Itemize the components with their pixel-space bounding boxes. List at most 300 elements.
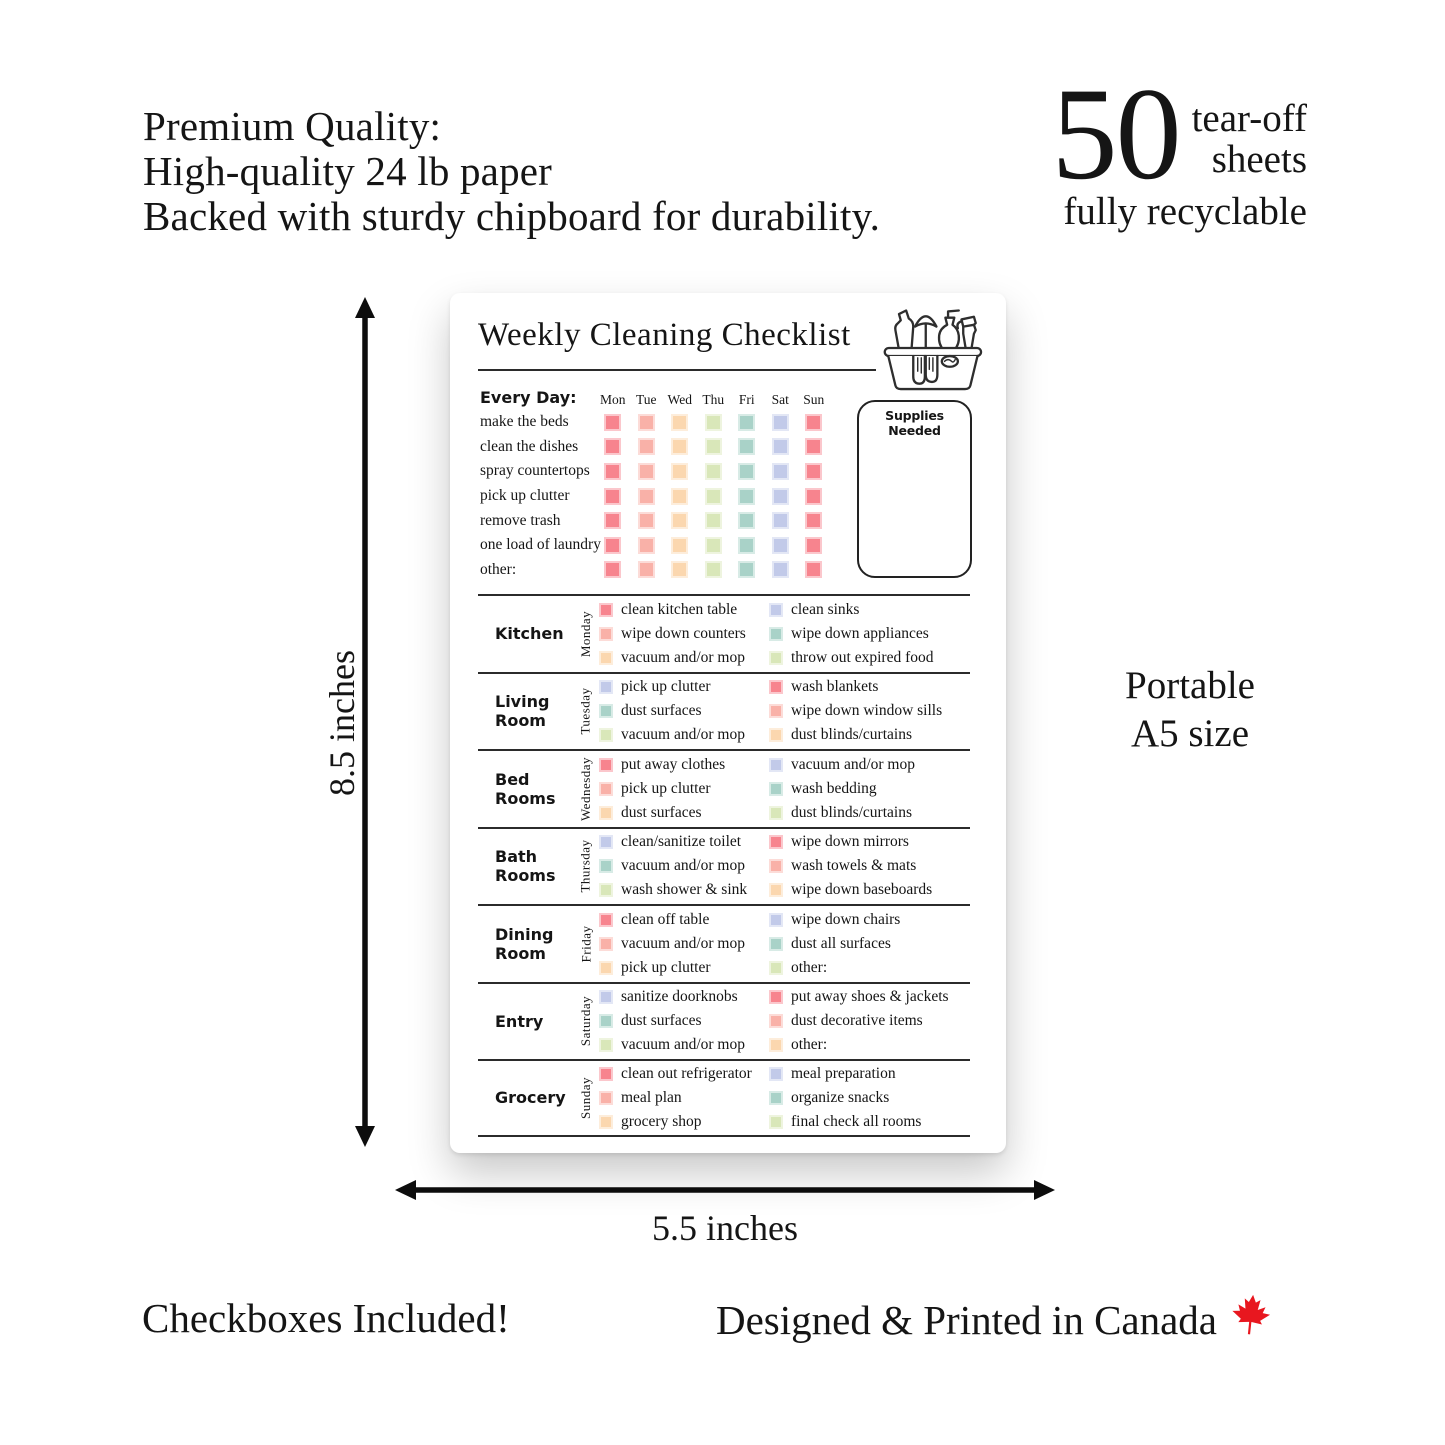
task-label: grocery shop	[621, 1112, 702, 1130]
day-checkbox	[671, 463, 688, 480]
day-of-week	[573, 687, 599, 735]
everyday-task-label: pick up clutter	[480, 487, 570, 505]
task-checkbox	[599, 680, 613, 694]
spray-bottle-body	[963, 325, 975, 350]
task-item	[769, 781, 970, 797]
task-checkbox	[769, 806, 783, 820]
room-label-line: Room	[495, 943, 546, 963]
task-checkbox	[769, 859, 783, 873]
task-checkbox	[769, 937, 783, 951]
task-checkbox	[599, 1091, 613, 1105]
day-of-week-label: Monday	[578, 610, 593, 657]
room-label	[478, 770, 573, 808]
everyday-checkbox-row	[596, 414, 831, 431]
room-label-line: Dining	[495, 924, 554, 944]
task-label: vacuum and/or mop	[621, 1036, 745, 1054]
task-label: wash shower & sink	[621, 881, 748, 899]
day-checkbox	[772, 512, 789, 529]
day-checkbox	[805, 537, 822, 554]
spray-bottle-trigger	[957, 321, 961, 328]
day-header: Mon	[599, 392, 626, 407]
everyday-task-label: spray countertops	[480, 462, 590, 480]
task-item	[769, 858, 970, 874]
day-checkbox	[772, 463, 789, 480]
day-checkbox	[671, 561, 688, 578]
day-of-week	[573, 610, 599, 657]
task-item	[769, 602, 970, 618]
day-checkbox	[805, 438, 822, 455]
task-label: organize snacks	[791, 1088, 890, 1106]
task-label: final check all rooms	[791, 1112, 922, 1130]
task-item	[599, 989, 769, 1005]
soap-bottle-body	[939, 318, 959, 350]
task-label: vacuum and/or mop	[621, 726, 745, 744]
room-section	[478, 982, 970, 1060]
task-label: wipe down mirrors	[791, 833, 909, 851]
task-label: sanitize doorknobs	[621, 988, 738, 1006]
glove-left	[913, 356, 925, 384]
day-of-week-label: Saturday	[578, 996, 593, 1047]
day-checkbox	[671, 537, 688, 554]
task-checkbox	[769, 704, 783, 718]
task-label: wash towels & mats	[791, 857, 917, 875]
day-checkbox	[604, 537, 621, 554]
day-checkbox	[705, 537, 722, 554]
task-label: wipe down counters	[621, 624, 746, 642]
checkbox-cell	[764, 561, 798, 578]
checkbox-cell	[797, 561, 831, 578]
task-item	[769, 882, 970, 898]
day-checkbox	[638, 561, 655, 578]
task-label: clean out refrigerator	[621, 1064, 752, 1082]
checkbox-cell	[764, 512, 798, 529]
task-label: wipe down chairs	[791, 910, 901, 928]
checkbox-cell	[730, 438, 764, 455]
checkbox-cell	[663, 414, 697, 431]
day-checkbox	[671, 512, 688, 529]
task-item	[599, 882, 769, 898]
day-of-week-label: Tuesday	[578, 687, 593, 735]
checkbox-cell	[730, 537, 764, 554]
task-item	[599, 703, 769, 719]
task-checkbox	[599, 913, 613, 927]
checkbox-cell	[630, 512, 664, 529]
room-section	[478, 672, 970, 750]
maple-leaf-icon	[1229, 1292, 1273, 1348]
task-checkbox	[599, 937, 613, 951]
task-checkbox	[769, 1091, 783, 1105]
task-column	[599, 989, 769, 1053]
day-checkbox	[705, 463, 722, 480]
day-checkbox	[671, 438, 688, 455]
task-checkbox	[599, 1067, 613, 1081]
task-label: throw out expired food	[791, 648, 934, 666]
task-column	[599, 757, 769, 821]
checkbox-cell	[663, 463, 697, 480]
task-item	[599, 834, 769, 850]
checkbox-cell	[764, 438, 798, 455]
task-column	[769, 912, 970, 976]
everyday-label: Every Day:	[480, 388, 577, 407]
task-checkbox	[769, 651, 783, 665]
portable-size-text	[1040, 662, 1340, 758]
room-section	[478, 904, 970, 982]
task-item	[599, 602, 769, 618]
task-checkbox	[599, 1014, 613, 1028]
day-header: Tue	[635, 392, 657, 407]
task-checkbox	[599, 1038, 613, 1052]
checkbox-cell	[630, 438, 664, 455]
day-checkbox	[671, 414, 688, 431]
checkbox-cell	[697, 463, 731, 480]
task-checkbox	[599, 603, 613, 617]
task-checkbox	[769, 627, 783, 641]
width-dimension-label: 5.5 inches	[652, 1208, 798, 1248]
task-checkbox	[769, 990, 783, 1004]
task-item	[599, 912, 769, 928]
checkbox-cell	[730, 414, 764, 431]
task-checkbox	[599, 704, 613, 718]
task-checkbox	[769, 1067, 783, 1081]
checkbox-cell	[797, 512, 831, 529]
checkbox-cell	[764, 537, 798, 554]
task-checkbox	[769, 1038, 783, 1052]
task-item	[599, 1066, 769, 1082]
task-column	[769, 757, 970, 821]
day-of-week	[573, 996, 599, 1047]
task-label: dust surfaces	[621, 702, 702, 720]
task-label: wash blankets	[791, 678, 879, 696]
task-item	[769, 727, 970, 743]
day-checkbox	[604, 488, 621, 505]
task-label: put away shoes & jackets	[791, 988, 949, 1006]
everyday-checkbox-row	[596, 463, 831, 480]
task-column	[599, 679, 769, 743]
task-checkbox	[599, 1115, 613, 1129]
everyday-row	[480, 484, 848, 509]
everyday-row	[480, 558, 848, 583]
checkbox-cell	[797, 463, 831, 480]
day-checkbox	[705, 512, 722, 529]
recyclable-label: fully recyclable	[1063, 190, 1307, 233]
day-checkbox	[805, 512, 822, 529]
task-item	[769, 989, 970, 1005]
task-checkbox	[599, 806, 613, 820]
day-checkbox	[671, 488, 688, 505]
portable-line-2: A5 size	[1130, 712, 1250, 755]
task-column	[769, 989, 970, 1053]
sheet-count: 50	[1051, 60, 1180, 207]
day-checkbox	[772, 438, 789, 455]
checkbox-cell	[697, 414, 731, 431]
room-section	[478, 594, 970, 672]
day-checkbox	[738, 438, 755, 455]
premium-quality-text	[143, 104, 880, 239]
room-label-line: Grocery	[495, 1088, 566, 1108]
cleaning-caddy-icon	[874, 303, 990, 398]
checkbox-cell	[697, 488, 731, 505]
room-label-line: Rooms	[495, 788, 556, 808]
task-checkbox	[769, 782, 783, 796]
task-label: clean off table	[621, 910, 710, 928]
checkbox-cell	[797, 537, 831, 554]
room-label	[478, 925, 573, 963]
day-header: Sun	[803, 392, 825, 407]
supplies-needed-label: Supplies Needed	[885, 408, 944, 438]
made-in-canada-note	[716, 1292, 1273, 1348]
task-checkbox	[599, 782, 613, 796]
task-checkbox	[599, 651, 613, 665]
day-checkbox	[638, 414, 655, 431]
day-header: Wed	[667, 392, 692, 407]
everyday-day-headers	[596, 392, 831, 408]
day-checkbox	[738, 488, 755, 505]
day-checkbox	[638, 488, 655, 505]
task-column	[769, 602, 970, 666]
task-label: clean/sanitize toilet	[621, 833, 742, 851]
task-column	[599, 602, 769, 666]
checkbox-cell	[663, 561, 697, 578]
checkbox-cell	[596, 488, 630, 505]
task-checkbox	[599, 835, 613, 849]
task-label: clean kitchen table	[621, 600, 738, 618]
everyday-task-label: one load of laundry	[480, 536, 601, 554]
task-column	[769, 834, 970, 898]
task-item	[599, 727, 769, 743]
day-checkbox	[805, 488, 822, 505]
sheet-count-block	[1007, 60, 1307, 234]
task-checkbox	[599, 883, 613, 897]
glove-right	[926, 356, 938, 382]
task-column	[769, 1066, 970, 1130]
task-item	[769, 757, 970, 773]
day-header: Sat	[771, 392, 789, 407]
everyday-checkbox-row	[596, 561, 831, 578]
day-checkbox	[738, 463, 755, 480]
premium-line-1: Premium Quality:	[143, 103, 442, 149]
task-item	[599, 650, 769, 666]
checkbox-cell	[697, 561, 731, 578]
task-label: put away clothes	[621, 755, 726, 773]
checkbox-cell	[630, 561, 664, 578]
checkbox-cell	[630, 414, 664, 431]
checkbox-cell	[697, 537, 731, 554]
day-checkbox	[604, 463, 621, 480]
width-dimension-arrow	[394, 1175, 1056, 1210]
task-checkbox	[599, 627, 613, 641]
checkbox-cell	[663, 537, 697, 554]
task-checkbox	[769, 758, 783, 772]
task-item	[769, 1066, 970, 1082]
room-section	[478, 1059, 970, 1137]
task-label: vacuum and/or mop	[791, 755, 915, 773]
task-label: dust surfaces	[621, 803, 702, 821]
task-label: meal preparation	[791, 1064, 896, 1082]
day-checkbox	[638, 512, 655, 529]
checkbox-cell	[630, 537, 664, 554]
room-label	[478, 1088, 573, 1107]
task-label: wipe down window sills	[791, 702, 943, 720]
room-section	[478, 827, 970, 905]
everyday-task-label: make the beds	[480, 413, 569, 431]
everyday-task-label: clean the dishes	[480, 437, 579, 455]
day-header: Fri	[738, 392, 755, 407]
everyday-task-label: other:	[480, 560, 517, 578]
checkbox-cell	[730, 488, 764, 505]
supplies-needed-box	[857, 400, 972, 578]
room-label	[478, 847, 573, 885]
day-checkbox	[772, 561, 789, 578]
checkbox-cell	[797, 438, 831, 455]
task-checkbox	[769, 603, 783, 617]
day-header: Thu	[702, 392, 725, 407]
day-checkbox	[805, 463, 822, 480]
checkbox-cell	[663, 438, 697, 455]
task-item	[599, 626, 769, 642]
task-column	[769, 679, 970, 743]
day-of-week-label: Friday	[578, 925, 594, 963]
day-checkbox	[772, 537, 789, 554]
room-label	[478, 692, 573, 730]
day-checkbox	[805, 414, 822, 431]
day-of-week	[573, 839, 599, 893]
task-checkbox	[769, 913, 783, 927]
checkbox-cell	[697, 512, 731, 529]
day-checkbox	[738, 561, 755, 578]
checkbox-cell	[764, 414, 798, 431]
day-of-week-label: Wednesday	[578, 756, 594, 821]
task-label: meal plan	[621, 1088, 682, 1106]
checkbox-cell	[630, 488, 664, 505]
checkbox-cell	[730, 463, 764, 480]
day-checkbox	[705, 438, 722, 455]
checkbox-cell	[730, 512, 764, 529]
task-checkbox	[599, 961, 613, 975]
everyday-row	[480, 410, 848, 435]
task-checkbox	[769, 728, 783, 742]
task-item	[769, 703, 970, 719]
day-checkbox	[705, 414, 722, 431]
title-underline	[478, 369, 876, 371]
task-checkbox	[769, 961, 783, 975]
room-label-line: Bath	[495, 847, 538, 867]
day-checkbox	[604, 561, 621, 578]
task-item	[769, 626, 970, 642]
task-item	[599, 781, 769, 797]
task-label: dust all surfaces	[791, 934, 891, 952]
task-item	[769, 1037, 970, 1053]
task-item	[769, 650, 970, 666]
room-label	[478, 624, 573, 643]
task-label: wipe down appliances	[791, 624, 929, 642]
height-dimension-label: 8.5 inches	[322, 650, 362, 796]
room-label-line: Room	[495, 711, 546, 731]
maple-leaf-shape	[1230, 1293, 1272, 1336]
task-label: dust blinds/curtains	[791, 803, 912, 821]
task-item	[599, 858, 769, 874]
everyday-row	[480, 435, 848, 460]
day-checkbox	[805, 561, 822, 578]
checkbox-cell	[663, 512, 697, 529]
checkbox-cell	[730, 561, 764, 578]
squeeze-bottle	[895, 311, 913, 350]
day-checkbox	[604, 438, 621, 455]
task-item	[769, 805, 970, 821]
checkbox-cell	[596, 414, 630, 431]
task-label: pick up clutter	[621, 678, 711, 696]
day-of-week	[573, 925, 599, 963]
day-checkbox	[638, 463, 655, 480]
checkbox-cell	[596, 512, 630, 529]
task-column	[599, 1066, 769, 1130]
day-checkbox	[705, 561, 722, 578]
day-of-week	[573, 756, 599, 821]
checkbox-cell	[596, 463, 630, 480]
task-checkbox	[769, 1014, 783, 1028]
checklist-paper	[450, 293, 1006, 1153]
checkbox-cell	[663, 488, 697, 505]
sheets-label: sheets	[1211, 138, 1307, 181]
task-label: vacuum and/or mop	[621, 857, 745, 875]
room-label-line: Living	[495, 692, 550, 712]
task-item	[599, 960, 769, 976]
checkbox-cell	[764, 463, 798, 480]
checklist-title: Weekly Cleaning Checklist	[478, 317, 851, 353]
everyday-row	[480, 459, 848, 484]
task-label: other:	[791, 1036, 828, 1054]
everyday-row	[480, 533, 848, 558]
task-label: clean sinks	[791, 600, 860, 618]
everyday-checkbox-row	[596, 488, 831, 505]
day-checkbox	[604, 512, 621, 529]
task-label: pick up clutter	[621, 958, 711, 976]
task-item	[599, 936, 769, 952]
everyday-checkbox-row	[596, 537, 831, 554]
everyday-task-label: remove trash	[480, 511, 561, 529]
task-label: dust decorative items	[791, 1012, 923, 1030]
day-checkbox	[738, 537, 755, 554]
task-label: other:	[791, 958, 828, 976]
portable-line-1: Portable	[1125, 664, 1255, 707]
task-label: dust surfaces	[621, 1012, 702, 1030]
everyday-rows	[480, 410, 848, 582]
room-label-line: Bed	[495, 769, 530, 789]
day-checkbox	[738, 512, 755, 529]
checkbox-cell	[630, 463, 664, 480]
task-label: wipe down baseboards	[791, 881, 933, 899]
day-checkbox	[638, 537, 655, 554]
task-checkbox	[599, 990, 613, 1004]
day-checkbox	[638, 438, 655, 455]
task-label: pick up clutter	[621, 779, 711, 797]
task-item	[769, 936, 970, 952]
task-item	[769, 1090, 970, 1106]
task-item	[599, 1037, 769, 1053]
weekly-sections	[478, 594, 970, 1137]
task-checkbox	[599, 758, 613, 772]
task-label: wash bedding	[791, 779, 877, 797]
checkbox-cell	[697, 438, 731, 455]
premium-line-2: High-quality 24 lb paper	[143, 148, 553, 194]
task-column	[599, 912, 769, 976]
task-checkbox	[769, 835, 783, 849]
task-item	[769, 679, 970, 695]
day-checkbox	[738, 414, 755, 431]
room-label	[478, 1012, 573, 1031]
room-label-line: Rooms	[495, 866, 556, 886]
task-item	[769, 1013, 970, 1029]
checkbox-cell	[596, 537, 630, 554]
